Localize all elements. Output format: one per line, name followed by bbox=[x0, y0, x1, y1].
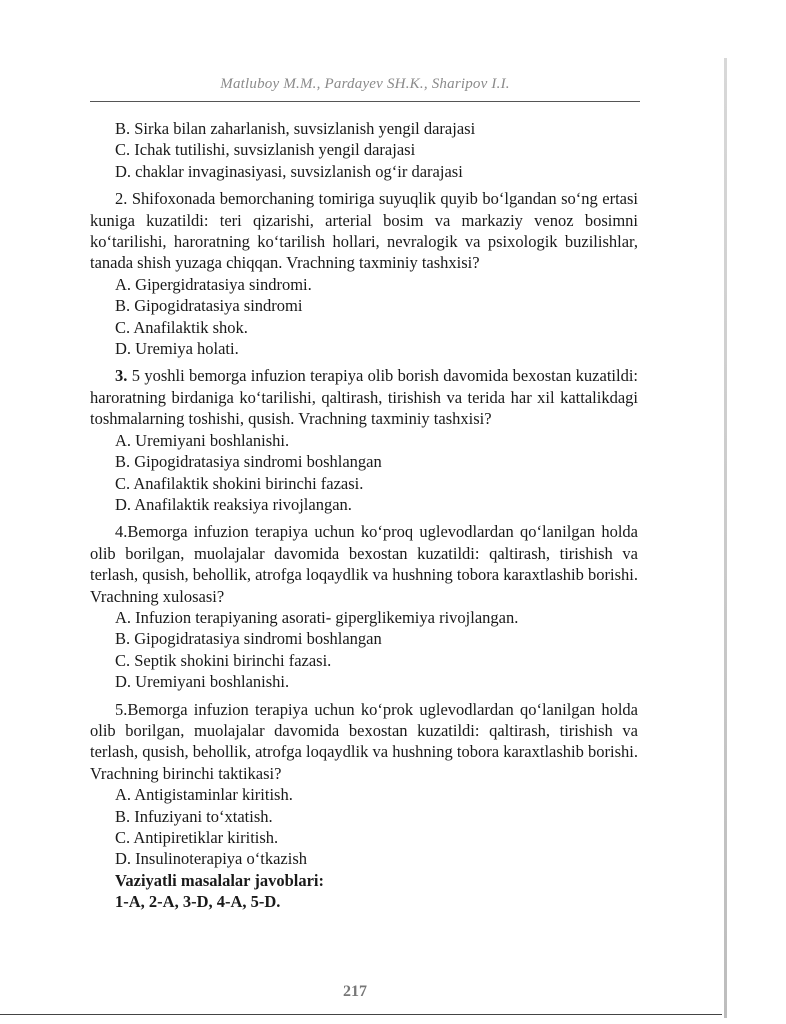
q5-option-b: B. Infuziyani to‘xtatish. bbox=[115, 806, 273, 826]
q3-option-b: B. Gipogidratasiya sindromi boshlangan bbox=[115, 452, 382, 472]
q1-option-d: D. chaklar invaginasiyasi, suvsizlanish og‘ir darajasi bbox=[115, 161, 463, 181]
question-4 bbox=[90, 521, 638, 692]
question-5 bbox=[90, 699, 638, 870]
q3-text: 5 yoshli bemorga infuzion terapiya olib borish davomida bexostan kuzatildi: haroratning birdaniga ko‘tarilishi, qaltirash, tirishish va terida har xil kattalikdagi toshmalarning toshishi, qusish. Vrachning taxminiy tashxisi? bbox=[90, 366, 638, 429]
question-1-tail bbox=[90, 118, 638, 182]
question-3 bbox=[90, 365, 638, 515]
q4-option-a: A. Infuzion terapiyaning asorati- giperglikemiya rivojlangan. bbox=[115, 607, 519, 627]
q2-option-b: B. Gipogidratasiya sindromi bbox=[115, 296, 303, 316]
q2-option-d: D. Uremiya holati. bbox=[115, 339, 239, 359]
q4-text: 4.Bemorga infuzion terapiya uchun ko‘proq uglevodlardan qo‘lanilgan holda olib borilgan, muolajalar davomida bexostan kuzatildi: qaltirash, tirishish va terlash, qusish, behollik, atrofga loqaydlik va hushning tobora karaxtlashib borishi. Vrachning xulosasi? bbox=[90, 522, 638, 606]
q2-text: 2. Shifoxonada bemorchaning tomiriga suyuqlik quyib bo‘lgandan so‘ng ertasi kuniga kuzatildi: teri qizarishi, arterial bosim va markaziy venoz bosimni ko‘tarilishi, haroratning ko‘tarilish hollari, nevralogik va psixologik buzilishlar, tanada shish yuzaga chiqqan. Vrachning taxminiy tashxisi? bbox=[90, 189, 638, 273]
q5-text: 5.Bemorga infuzion terapiya uchun ko‘prok uglevodlardan qo‘lanilgan holda olib borilgan, muolajalar davomida bexostan kuzatildi: qaltirash, tirishish va terlash, qusish, behollik, atrofga loqaydlik va hushning tobora karaxtlashib borishi. Vrachning birinchi taktikasi? bbox=[90, 699, 638, 783]
page-edge-shadow bbox=[724, 58, 727, 1018]
q3-number: 3. bbox=[115, 366, 128, 386]
page-number: 217 bbox=[343, 983, 367, 1000]
q3-option-c: C. Anafilaktik shokini birinchi fazasi. bbox=[115, 473, 364, 493]
q1-option-b: B. Sirka bilan zaharlanish, suvsizlanish yengil darajasi bbox=[115, 119, 476, 138]
q4-option-b: B. Gipogidratasiya sindromi boshlangan bbox=[115, 629, 382, 649]
footer-rule bbox=[0, 1014, 722, 1015]
header-rule bbox=[90, 101, 640, 102]
q1-option-c: C. Ichak tutilishi, suvsizlanish yengil darajasi bbox=[115, 140, 416, 160]
answers-title: Vaziyatli masalalar javoblari: bbox=[115, 870, 324, 890]
page-header-authors: Matluboy M.M., Pardayev SH.K., Sharipov I.I. bbox=[220, 76, 510, 92]
q3-option-d: D. Anafilaktik reaksiya rivojlangan. bbox=[115, 494, 352, 514]
answers-section bbox=[90, 870, 638, 913]
q2-option-a: A. Gipergidratasiya sindromi. bbox=[115, 274, 312, 294]
page-content bbox=[90, 118, 638, 913]
q4-option-c: C. Septik shokini birinchi fazasi. bbox=[115, 650, 332, 670]
q4-option-d: D. Uremiyani boshlanishi. bbox=[115, 672, 290, 692]
q2-option-c: C. Anafilaktik shok. bbox=[115, 317, 248, 337]
q5-option-d: D. Insulinoterapiya o‘tkazish bbox=[115, 849, 307, 869]
q5-option-a: A. Antigistaminlar kiritish. bbox=[115, 785, 293, 805]
q3-option-a: A. Uremiyani boshlanishi. bbox=[115, 430, 290, 450]
q5-option-c: C. Antipiretiklar kiritish. bbox=[115, 828, 279, 847]
question-2 bbox=[90, 188, 638, 359]
answers-list: 1-A, 2-A, 3-D, 4-A, 5-D. bbox=[115, 892, 281, 912]
q3-paragraph bbox=[90, 365, 638, 429]
